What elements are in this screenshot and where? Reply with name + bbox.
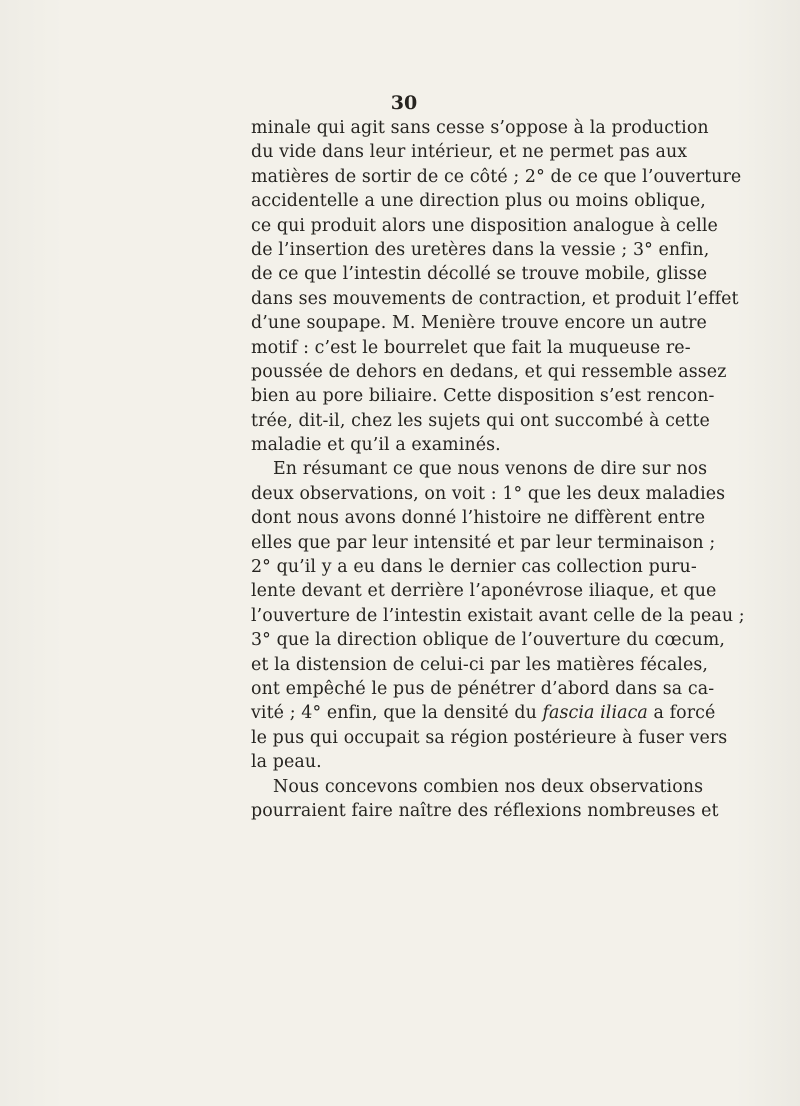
text-line: la peau. — [251, 752, 322, 773]
text-line: accidentelle a une direction plus ou moins oblique, — [251, 191, 706, 212]
text-line: d’une soupape. M. Menière trouve encore un autre — [251, 313, 707, 334]
text-line: motif : c’est le bourrelet que fait la muqueuse re- — [251, 337, 691, 358]
text-line: trée, dit-il, chez les sujets qui ont succombé à cette — [251, 410, 710, 431]
text-line: matières de sortir de ce côté ; 2° de ce que l’ouverture — [251, 166, 742, 187]
text-line: deux observations, on voit : 1° que les deux maladies — [251, 483, 726, 504]
text-line: pourraient faire naître des réflexions nombreuses et — [251, 800, 719, 821]
text-line: minale qui agit sans cesse s’oppose à la production — [251, 118, 709, 138]
paragraph-first-line: En résumant ce que nous venons de dire sur nos — [273, 459, 708, 480]
page-number: 30 — [390, 92, 418, 114]
text-line: l’ouverture de l’intestin existait avant celle de la peau ; — [251, 605, 745, 626]
text-line: le pus qui occupait sa région postérieure à fuser vers — [251, 727, 728, 748]
text-line: et la distension de celui-ci par les matières fécales, — [251, 654, 709, 675]
text-line: lente devant et derrière l’aponévrose iliaque, et que — [251, 581, 717, 602]
text-line: dans ses mouvements de contraction, et produit l’effet — [251, 288, 739, 309]
text-line: maladie et qu’il a examinés. — [251, 435, 501, 456]
paragraph-first-line: Nous concevons combien nos deux observations — [273, 776, 704, 797]
text-line: poussée de dehors en dedans, et qui ressemble assez — [251, 361, 727, 382]
italic-term: fascia iliaca — [542, 703, 648, 724]
text-line: vité ; 4° enfin, que la densité du fascia iliaca a forcé — [251, 703, 716, 724]
text-line: ont empêché le pus de pénétrer d’abord dans sa ca- — [251, 678, 715, 699]
text-line: ce qui produit alors une disposition analogue à celle — [251, 215, 718, 236]
text-line: de l’insertion des uretères dans la vessie ; 3° enfin, — [251, 239, 710, 260]
text-line: du vide dans leur intérieur, et ne permet pas aux — [251, 142, 688, 163]
text-line: de ce que l’intestin décollé se trouve mobile, glisse — [251, 264, 708, 285]
text-line: 2° qu’il y a eu dans le dernier cas collection puru- — [251, 557, 697, 578]
text-line: elles que par leur intensité et par leur terminaison ; — [251, 532, 716, 553]
text-line: bien au pore biliaire. Cette disposition s’est rencon- — [251, 386, 715, 407]
body-text — [251, 116, 791, 823]
text-line: dont nous avons donné l’histoire ne diffèrent entre — [251, 508, 706, 529]
text-line: 3° que la direction oblique de l’ouverture du cœcum, — [251, 630, 725, 651]
